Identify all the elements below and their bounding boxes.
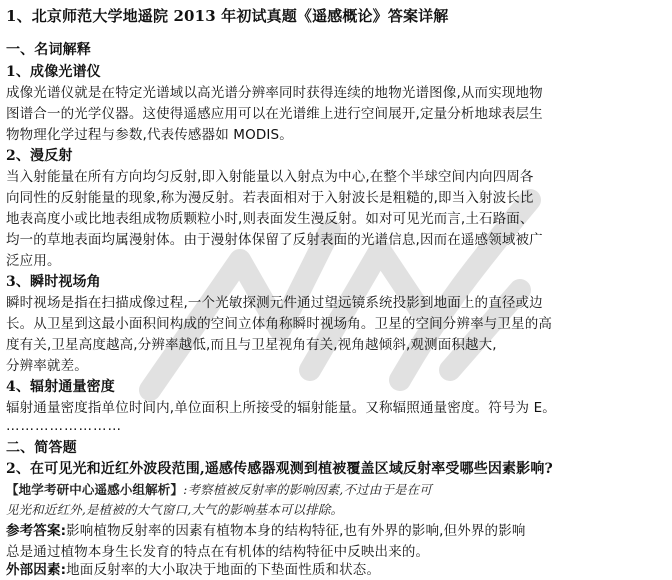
paragraph-line: 辐射通量密度指单位时间内,单位面积上所接受的辐射能量。又称辐照通量密度。符号为 E。 [6, 400, 556, 416]
analysis-note-line [6, 480, 432, 500]
term-heading-imaging-spectrometer: 1、成像光谱仪 [6, 64, 101, 80]
paragraph-line: 当入射能量在所有方向均匀反射,即入射能量以入射点为中心,在整个半球空间内向四周各 [6, 169, 534, 185]
external-factors-text: 地面反射率的大小取决于地面的下垫面性质和状态。 [66, 562, 381, 578]
answer-line: 总是通过植物本身生长发育的特点在有机体的结构特征中反映出来的。 [6, 544, 430, 560]
external-factors-label: 外部因素: [6, 562, 67, 578]
paragraph-line: 均一的草地表面均属漫射体。由于漫射体保留了反射表面的光谱信息,因而在遥感领域被广 [6, 232, 543, 248]
document-title: 1、北京师范大学地遥院 2013 年初试真题《遥感概论》答案详解 [6, 7, 449, 25]
paragraph-line: 瞬时视场是指在扫描成像过程,一个光敏探测元件通过望远镜系统投影到地面上的直径或边 [6, 295, 543, 311]
external-factors-line [6, 560, 380, 580]
paragraph-line: 分辨率就差。 [6, 358, 88, 374]
paragraph-line: 向同性的反射能量的现象,称为漫反射。若表面相对于入射波长是粗糙的,即当入射波长比 [6, 190, 534, 206]
term-heading-diffuse-reflection: 2、漫反射 [6, 148, 73, 164]
paragraph-line: 物物理化学过程与参数,代表传感器如 MODIS。 [6, 127, 293, 143]
answer-text: 影响植物反射率的因素有植物本身的结构特征,也有外界的影响,但外界的影响 [66, 523, 526, 539]
paragraph-line: 图谱合一的光学仪器。这使得遥感应用可以在光谱维上进行空间展开,定量分析地球表层生 [6, 106, 543, 122]
answer-line [6, 521, 526, 541]
section-heading-short-answer: 二、简答题 [6, 440, 77, 456]
ellipsis-dots: …………………… [6, 418, 122, 434]
paragraph-line: 成像光谱仪就是在特定光谱域以高光谱分辨率同时获得连续的地物光谱图像,从而实现地物 [6, 85, 543, 101]
question-heading: 2、在可见光和近红外波段范围,遥感传感器观测到植被覆盖区域反射率受哪些因素影响? [6, 461, 553, 477]
analysis-note-line: 见光和近红外,是植被的大气窗口,大气的影响基本可以排除。 [6, 502, 344, 517]
paragraph-line: 长。从卫星到这最小面积间构成的空间立体角称瞬时视场角。卫星的空间分辨率与卫星的高 [6, 316, 552, 332]
analysis-note-text: :考察植被反射率的影响因素,不过由于是在可 [183, 482, 432, 497]
analysis-note-label: 【地学考研中心遥感小组解析】 [6, 482, 184, 497]
paragraph-line: 地表高度小或比地表组成物质颗粒小时,则表面发生漫反射。如对可见光而言,土石路面、 [6, 211, 534, 227]
paragraph-line: 泛应用。 [6, 253, 61, 269]
answer-label: 参考答案: [6, 523, 67, 539]
section-heading-terms: 一、名词解释 [6, 42, 91, 58]
paragraph-line: 度有关,卫星高度越高,分辨率越低,而且与卫星视角有关,视角越倾斜,观测面积越大, [6, 337, 497, 353]
term-heading-radiant-flux-density: 4、辐射通量密度 [6, 379, 115, 395]
term-heading-ifov: 3、瞬时视场角 [6, 274, 101, 290]
